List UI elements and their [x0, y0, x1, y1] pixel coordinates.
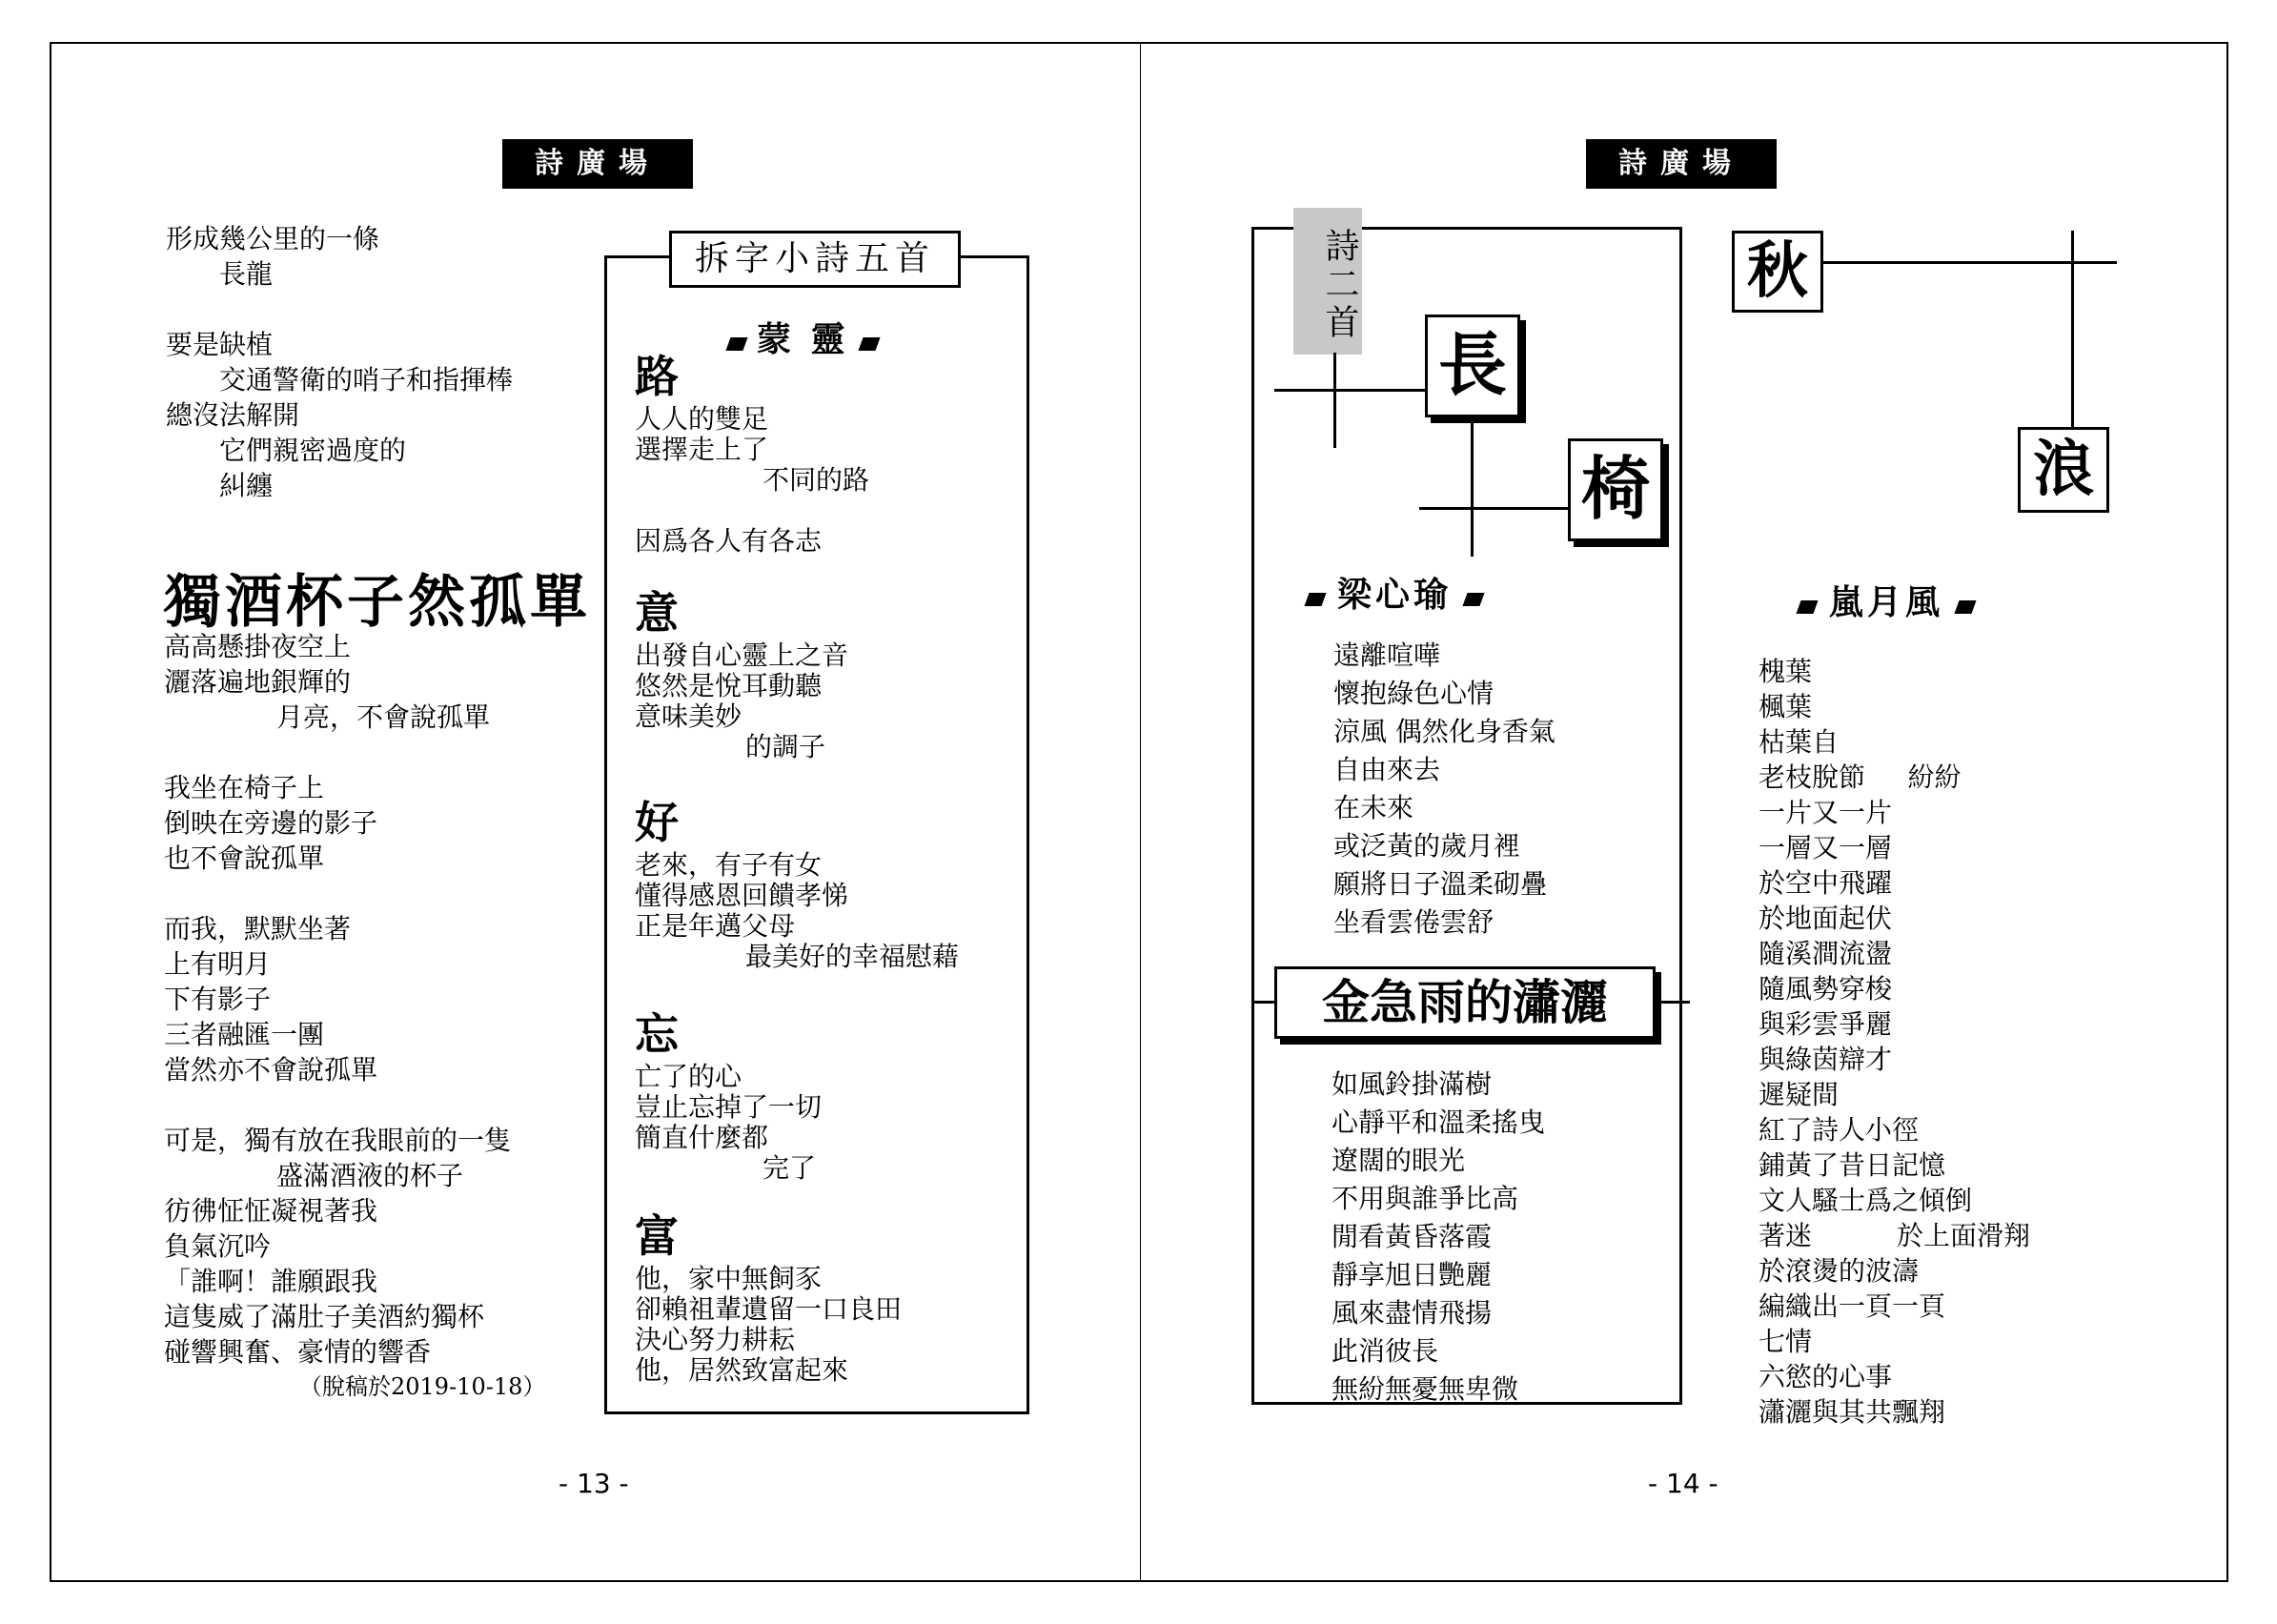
- poem-line: 長龍: [219, 258, 274, 290]
- poem-line: 豈止忘掉了一切: [635, 1091, 823, 1123]
- poem-line: 涼風 偶然化身香氣: [1333, 716, 1555, 747]
- poem-line: 決心努力耕耘: [635, 1324, 796, 1355]
- left-page: [50, 42, 1142, 1582]
- right-header: 詩廣場: [1586, 139, 1777, 189]
- poem-line: 可是，獨有放在我眼前的一隻: [164, 1125, 512, 1156]
- square-bullet-icon: [858, 337, 880, 351]
- poem-line: 形成幾公里的一條: [166, 223, 380, 254]
- poem-line: 人人的雙足: [635, 403, 769, 435]
- poem-line: 心靜平和溫柔搖曳: [1332, 1106, 1546, 1138]
- poem-line: 灑落遍地銀輝的: [164, 666, 352, 698]
- poem1-title: 獨酒杯子然孤單: [164, 569, 591, 636]
- poem-line: 於地面起伏: [1759, 903, 1893, 934]
- poem-line: 老枝脫節 紛紛: [1759, 761, 1962, 793]
- poem-line: 隨風勢穿梭: [1759, 973, 1893, 1005]
- page-number: - 14 -: [1648, 1468, 1718, 1499]
- poem-line: 要是缺植: [166, 329, 274, 360]
- poem-line: 編織出一頁一頁: [1759, 1290, 1946, 1322]
- poem-line: 我坐在椅子上: [164, 772, 325, 803]
- poem-line: 意味美妙: [635, 700, 742, 732]
- poem-date: （脫稿於2019-10-18）: [299, 1373, 546, 1400]
- poem-line: 七情: [1759, 1326, 1813, 1357]
- poem-line: 亡了的心: [635, 1061, 742, 1092]
- poem-line: 出發自心靈上之音: [635, 639, 849, 671]
- poem-line: 選擇走上了: [635, 434, 769, 465]
- poem-line: 文人騷士爲之傾倒: [1759, 1185, 1973, 1216]
- poem2-title: 拆字小詩五首: [669, 231, 961, 288]
- right-page: [1140, 42, 2228, 1582]
- poem3-subtitle: 金急雨的瀟灑: [1274, 966, 1656, 1039]
- poem-line: 三者融匯一團: [164, 1019, 325, 1050]
- section-char: 好: [635, 797, 679, 848]
- poem-line: 六慾的心事: [1759, 1361, 1893, 1392]
- poem4-char-1: 秋: [1732, 231, 1823, 313]
- poem-line: 這隻威了滿肚子美酒約獨杯: [164, 1301, 485, 1332]
- poem-line: 閒看黃昏落霞: [1332, 1221, 1493, 1252]
- section-char: 富: [635, 1210, 679, 1262]
- poem-line: 楓葉: [1759, 691, 1813, 722]
- square-bullet-icon: [725, 337, 747, 351]
- poem-line: 正是年邁父母: [635, 910, 796, 942]
- square-bullet-icon: [1462, 593, 1484, 606]
- poem-line: 於空中飛躍: [1759, 867, 1893, 899]
- poem-line: 不同的路: [762, 464, 870, 496]
- poem-line: 倒映在旁邊的影子: [164, 807, 378, 839]
- poem-line: 下有影子: [164, 984, 272, 1015]
- poem-line: 老來，有子有女: [635, 849, 823, 881]
- poem-line: 遠離喧嘩: [1333, 639, 1441, 671]
- poem-line: 或泛黃的歲月裡: [1333, 830, 1521, 862]
- section-char: 意: [635, 587, 679, 639]
- section-char: 忘: [635, 1008, 679, 1060]
- square-bullet-icon: [1796, 600, 1818, 614]
- poem3-label: 詩二首: [1293, 208, 1362, 355]
- poem2-author: 蒙 靈: [728, 313, 878, 361]
- poem-line: 因爲各人有各志: [635, 525, 823, 557]
- poem-line: 坐看雲倦雲舒: [1333, 906, 1494, 938]
- poem-line: 枯葉自: [1759, 726, 1840, 758]
- poem-line: 與綠茵辯才: [1759, 1044, 1893, 1075]
- poem-line: 它們親密過度的: [219, 435, 407, 466]
- poem-line: 此消彼長: [1332, 1335, 1439, 1367]
- poem-line: 靜享旭日艷麗: [1332, 1259, 1493, 1290]
- poem-line: 高高懸掛夜空上: [164, 631, 352, 662]
- poem-line: 「誰啊！誰願跟我: [164, 1266, 378, 1297]
- poem3-author: 梁心瑜: [1307, 568, 1482, 617]
- poem-line: 著迷 於上面滑翔: [1759, 1220, 2031, 1251]
- poem-line: 彷彿怔怔凝視著我: [164, 1195, 378, 1227]
- poem-line: 卻賴祖輩遺留一口良田: [635, 1293, 903, 1325]
- poem-line: 自由來去: [1333, 754, 1441, 785]
- decor-line: [1274, 389, 1425, 392]
- poem-line: 一片又一片: [1759, 797, 1893, 828]
- poem-line: 上有明月: [164, 948, 272, 980]
- poem-line: 槐葉: [1759, 656, 1813, 687]
- poem-line: 瀟灑與其共飄翔: [1759, 1396, 1946, 1428]
- poem4-char-2: 浪: [2018, 427, 2109, 513]
- poem-line: 一層又一層: [1759, 832, 1893, 863]
- poem-line: 糾纏: [219, 470, 274, 501]
- poem-line: 紅了詩人小徑: [1759, 1114, 1920, 1146]
- poem-line: 碰響興奮、豪情的響香: [164, 1336, 432, 1368]
- decor-line: [1471, 423, 1474, 557]
- poem-line: 與彩雲爭麗: [1759, 1008, 1893, 1040]
- poem-line: 當然亦不會說孤單: [164, 1054, 378, 1086]
- poem-line: 如風鈴掛滿樹: [1332, 1068, 1493, 1100]
- poem-line: 悠然是悅耳動聽: [635, 670, 823, 701]
- poem-line: 於滾燙的波濤: [1759, 1255, 1920, 1287]
- poem-line: 風來盡情飛揚: [1332, 1297, 1493, 1329]
- poem-line: 的調子: [745, 731, 826, 762]
- poem4-author: 嵐月風: [1799, 576, 1974, 624]
- poem-line: 在未來: [1333, 792, 1414, 823]
- poem-line: 簡直什麼都: [635, 1122, 769, 1153]
- decor-line: [1333, 353, 1336, 448]
- decor-line: [1419, 507, 1591, 510]
- poem-line: 願將日子溫柔砌疊: [1333, 868, 1548, 900]
- poem3-char-2: 椅: [1568, 438, 1663, 541]
- poem-line: 盛滿酒液的杯子: [276, 1160, 464, 1191]
- page-number: - 13 -: [559, 1468, 629, 1499]
- poem-line: 懂得感恩回饋孝悌: [635, 880, 849, 911]
- poem-line: 懷抱綠色心情: [1333, 678, 1494, 709]
- poem3-char-1: 長: [1425, 315, 1520, 417]
- poem-line: 月亮，不會說孤單: [276, 701, 491, 733]
- poem-line: 他，家中無飼豕: [635, 1263, 823, 1294]
- section-char: 路: [635, 351, 679, 402]
- poem-line: 不用與誰爭比高: [1332, 1183, 1519, 1214]
- poem-line: 最美好的幸福慰藉: [745, 941, 960, 972]
- square-bullet-icon: [1954, 600, 1976, 614]
- poem-line: 隨溪澗流盪: [1759, 938, 1893, 969]
- poem-line: 交通警衛的哨子和指揮棒: [219, 364, 514, 396]
- poem-line: 鋪黃了昔日記憶: [1759, 1149, 1946, 1181]
- poem-line: 遼闊的眼光: [1332, 1145, 1466, 1176]
- poem-line: 他，居然致富起來: [635, 1354, 849, 1386]
- square-bullet-icon: [1304, 593, 1326, 606]
- left-header: 詩廣場: [502, 139, 693, 189]
- poem-line: 遲疑間: [1759, 1079, 1840, 1110]
- poem-line: 負氣沉吟: [164, 1230, 272, 1262]
- poem-line: 總沒法解開: [166, 399, 300, 431]
- poem-line: 完了: [762, 1152, 817, 1184]
- poem-line: 而我，默默坐著: [164, 913, 352, 944]
- poem-line: 無紛無憂無卑微: [1332, 1373, 1519, 1405]
- poem-line: 也不會說孤單: [164, 842, 325, 874]
